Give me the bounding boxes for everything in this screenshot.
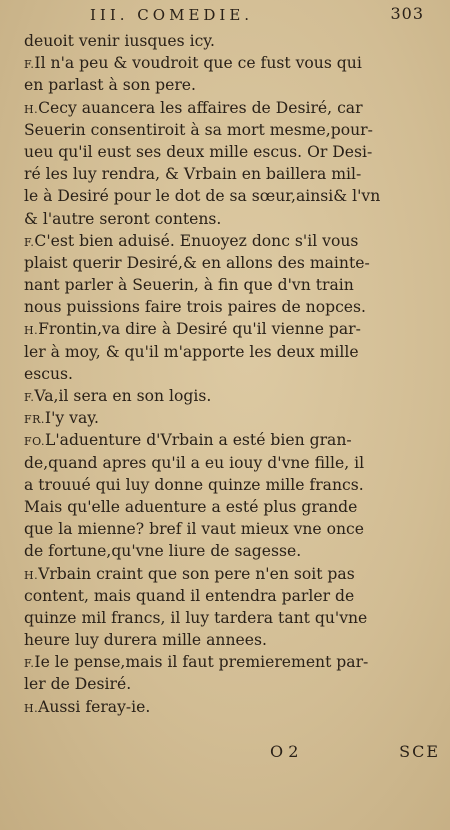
text-line <box>24 30 436 52</box>
body-text <box>24 30 436 718</box>
line-text: Vrbain craint que son pere n'en soit pas <box>38 564 355 583</box>
speaker-label: H. <box>24 102 39 116</box>
text-line <box>24 540 436 562</box>
text-line <box>24 407 436 429</box>
page-header <box>90 4 430 28</box>
line-text: Ie le pense,mais il faut premierement par- <box>34 653 369 672</box>
line-text: deuoit venir iusques icy. <box>24 32 215 50</box>
text-line <box>24 341 436 363</box>
line-text: I'y vay. <box>44 409 99 428</box>
line-text: quinze mil francs, il luy tardera tant qu'vne <box>24 608 368 627</box>
line-text: & l'autre seront contens. <box>24 209 222 228</box>
line-text: Il n'a peu & voudroit que ce fust vous qui <box>34 54 362 73</box>
text-line <box>24 651 436 673</box>
text-line <box>24 163 436 185</box>
line-text: en parlast à son pere. <box>24 76 196 95</box>
line-text: heure luy durera mille annees. <box>24 631 267 650</box>
line-text: Cecy auancera les affaires de Desiré, car <box>38 98 363 117</box>
line-text: ré les luy rendra, & Vrbain en baillera mil- <box>24 165 362 184</box>
text-line <box>24 97 436 119</box>
speaker-label: H. <box>24 324 39 338</box>
text-line <box>24 563 436 585</box>
line-text: de fortune,qu'vne liure de sagesse. <box>24 542 302 561</box>
line-text: ler de Desiré. <box>24 675 132 694</box>
line-text: content, mais quand il entendra parler de <box>24 586 355 605</box>
text-line <box>24 208 436 230</box>
text-line <box>24 607 436 629</box>
text-line <box>24 585 436 607</box>
text-line <box>24 185 436 207</box>
text-line <box>24 696 436 718</box>
speaker-label: FR. <box>24 413 45 427</box>
text-line <box>24 363 436 385</box>
text-line <box>24 141 436 163</box>
text-line <box>24 52 436 74</box>
catchword: SCE <box>399 742 440 761</box>
line-text: escus. <box>24 364 73 383</box>
speaker-label: F. <box>24 657 35 671</box>
text-line <box>24 673 436 695</box>
line-text: Mais qu'elle aduenture a esté plus grande <box>24 497 358 516</box>
line-text: ler à moy, & qu'il m'apporte les deux mille <box>24 342 359 361</box>
line-text: Frontin,va dire à Desiré qu'il vienne par- <box>38 320 361 339</box>
line-text: que la mienne? bref il vaut mieux vne once <box>24 520 365 539</box>
line-text: Va,il sera en son logis. <box>34 387 212 405</box>
text-line <box>24 74 436 96</box>
line-text: C'est bien aduisé. Enuoyez donc s'il vous <box>34 231 359 250</box>
page-number: 303 <box>390 4 424 23</box>
text-line <box>24 452 436 474</box>
line-text: ueu qu'il eust ses deux mille escus. Or Desi- <box>24 142 373 161</box>
text-line <box>24 230 436 252</box>
text-line <box>24 296 436 318</box>
line-text: Seuerin consentiroit à sa mort mesme,pour- <box>24 120 373 139</box>
speaker-label: F. <box>24 391 35 404</box>
text-line <box>24 318 436 340</box>
speaker-label: H. <box>24 701 39 715</box>
line-text: a trouué qui luy donne quinze mille francs. <box>24 475 364 494</box>
speaker-label: F. <box>24 235 35 249</box>
speaker-label: H. <box>24 568 39 582</box>
line-text: de,quand apres qu'il a eu iouy d'vne fille, il <box>24 453 365 472</box>
running-title: III. COMEDIE. <box>90 6 254 24</box>
line-text: nant parler à Seuerin, à fin que d'vn train <box>24 276 354 295</box>
speaker-label: FO. <box>24 435 46 449</box>
line-text: plaist querir Desiré,& en allons des mainte- <box>24 253 370 272</box>
text-line <box>24 429 436 451</box>
line-text: Aussi feray-ie. <box>38 697 151 716</box>
signature-mark: O 2 <box>270 742 299 761</box>
text-line <box>24 496 436 518</box>
page-footer <box>270 742 440 766</box>
line-text: nous puissions faire trois paires de nopces. <box>24 298 366 317</box>
text-line <box>24 385 436 407</box>
line-text: le à Desiré pour le dot de sa sœur,ainsi& l'vn <box>24 187 381 206</box>
text-line <box>24 274 436 296</box>
text-line <box>24 474 436 496</box>
text-line <box>24 518 436 540</box>
line-text: L'aduenture d'Vrbain a esté bien gran- <box>45 431 352 450</box>
text-line <box>24 629 436 651</box>
text-line <box>24 252 436 274</box>
text-line <box>24 119 436 141</box>
speaker-label: F. <box>24 58 35 72</box>
